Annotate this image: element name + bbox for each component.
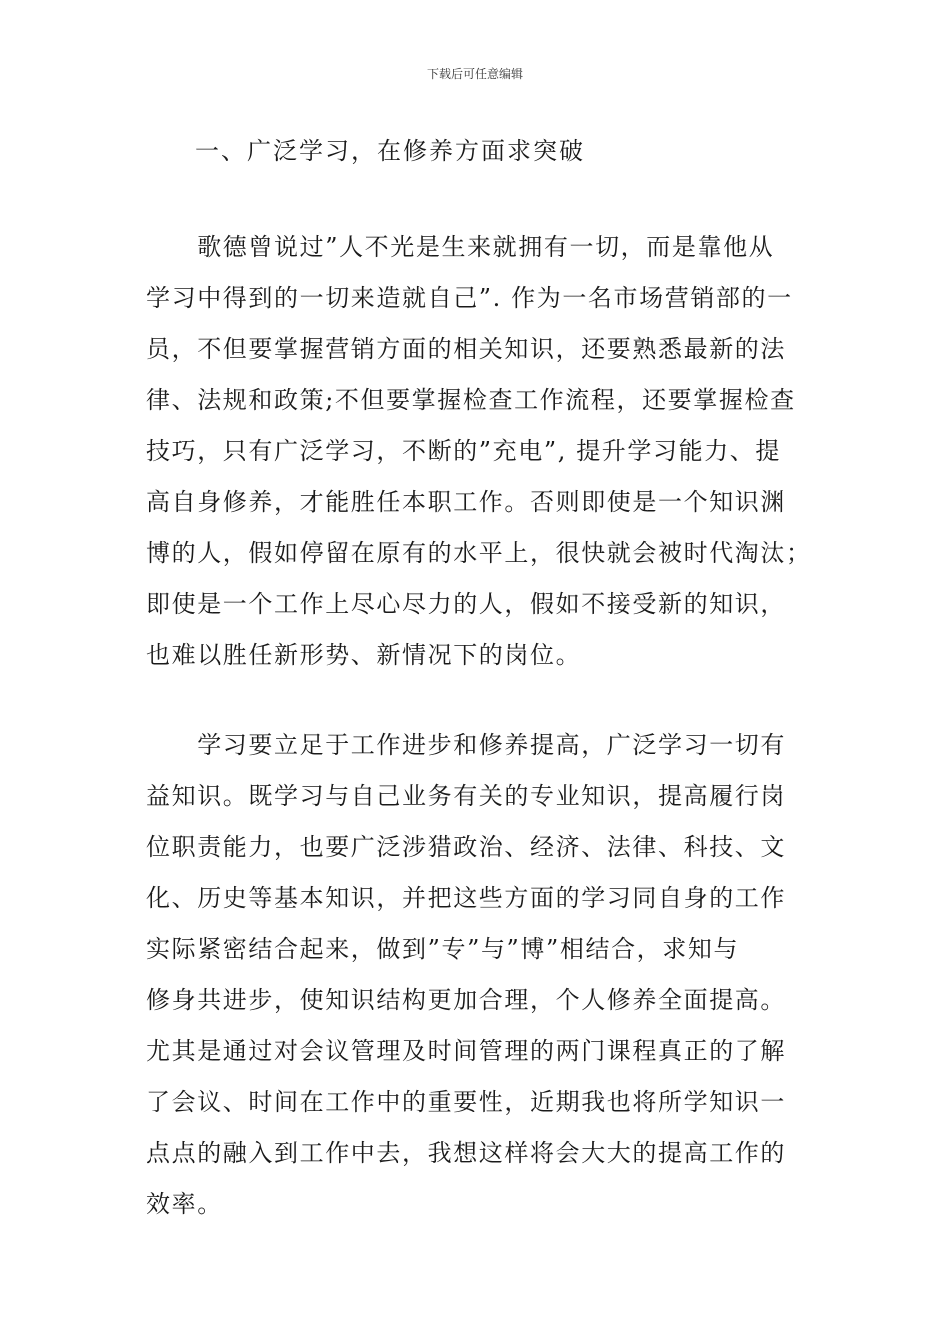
paragraph-line: 技巧，只有广泛学习，不断的”充电”, 提升学习能力、提: [146, 437, 781, 465]
body-paragraph: [146, 222, 810, 681]
paragraph-line: 学习中得到的一切来造就自己”. 作为一名市场营销部的一: [146, 284, 793, 312]
paragraph-line: 效率。: [146, 1190, 223, 1218]
paragraph-line: 尤其是通过对会议管理及时间管理的两门课程真正的了解: [146, 1037, 786, 1065]
paragraph-line: 化、历史等基本知识，并把这些方面的学习同自身的工作: [146, 884, 786, 912]
paragraph-line: 点点的融入到工作中去，我想这样将会大大的提高工作的: [146, 1139, 786, 1167]
paragraph-line: 学习要立足于工作进步和修养提高，广泛学习一切有: [146, 731, 786, 759]
paragraph-line: 了会议、时间在工作中的重要性，近期我也将所学知识一: [146, 1088, 786, 1116]
paragraph-line: 即使是一个工作上尽心尽力的人，假如不接受新的知识，: [146, 590, 786, 618]
paragraph-line: 员，不但要掌握营销方面的相关知识，还要熟悉最新的法: [146, 335, 786, 363]
paragraph-line: 博的人，假如停留在原有的水平上，很快就会被时代淘汰；: [146, 539, 812, 567]
section-heading: 一、广泛学习，在修养方面求突破: [195, 137, 585, 165]
paragraph-line: 实际紧密结合起来，做到”专”与”博”相结合，求知与: [146, 935, 740, 963]
paragraph-line: 高自身修养，才能胜任本职工作。否则即使是一个知识渊: [146, 488, 786, 516]
body-paragraph: [146, 720, 810, 1230]
paragraph-line: 歌德曾说过”人不光是生来就拥有一切，而是靠他从: [146, 233, 775, 261]
paragraph-line: 律、法规和政策;不但要掌握检查工作流程，还要掌握检查: [146, 386, 796, 414]
page-header-note: 下载后可任意编辑: [426, 67, 523, 81]
paragraph-line: 益知识。既学习与自己业务有关的专业知识，提高履行岗: [146, 782, 786, 810]
paragraph-line: 位职责能力，也要广泛涉猎政治、经济、法律、科技、文: [146, 833, 786, 861]
paragraph-line: 修身共进步，使知识结构更加合理，个人修养全面提高。: [146, 986, 786, 1014]
paragraph-line: 也难以胜任新形势、新情况下的岗位。: [146, 641, 582, 669]
